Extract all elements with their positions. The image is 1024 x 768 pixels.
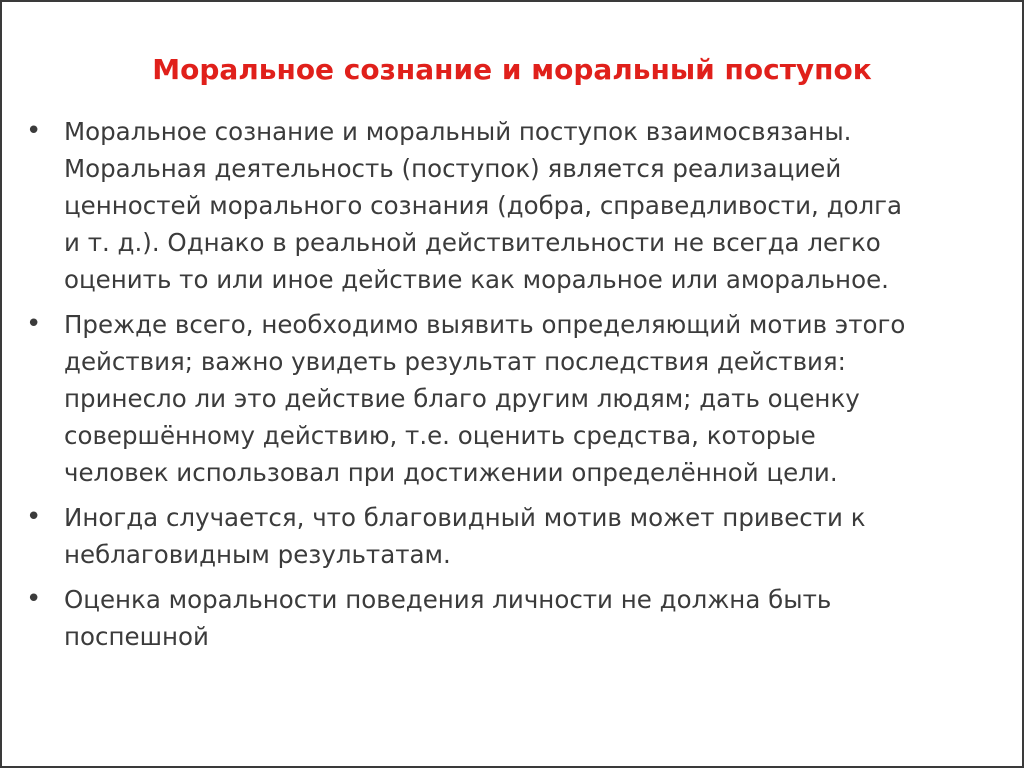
- bullet-text-line: Иногда случается, что благовидный мотив может привести к: [64, 503, 866, 532]
- slide-title: Моральное сознание и моральный поступок: [152, 53, 872, 86]
- bullet-text-line: Прежде всего, необходимо выявить определяющий мотив этого: [64, 310, 906, 339]
- bullet-text-line: и т. д.). Однако в реальной действительности не всегда легко: [64, 228, 881, 257]
- bullet-text-line: неблаговидным результатам.: [64, 540, 451, 569]
- bullet-text-line: ценностей морального сознания (добра, справедливости, долга: [64, 191, 903, 220]
- bullet-item: [22, 113, 1012, 298]
- bullet-dot-icon: •: [26, 116, 42, 146]
- bullet-text-line: Моральная деятельность (поступок) является реализацией: [64, 154, 842, 183]
- bullet-item: [22, 306, 1012, 491]
- bullet-dot-icon: •: [26, 502, 42, 532]
- bullet-text-line: принесло ли это действие благо другим людям; дать оценку: [64, 384, 860, 413]
- bullet-text-line: оценить то или иное действие как моральное или аморальное.: [64, 265, 889, 294]
- bullet-list: [22, 113, 1012, 663]
- bullet-text-line: человек использовал при достижении определённой цели.: [64, 458, 838, 487]
- bullet-item: [22, 581, 1012, 655]
- bullet-text-line: совершённому действию, т.е. оценить средства, которые: [64, 421, 816, 450]
- bullet-dot-icon: •: [26, 584, 42, 614]
- bullet-item: [22, 499, 1012, 573]
- bullet-text-line: Оценка моральности поведения личности не должна быть: [64, 585, 832, 614]
- bullet-text-line: Моральное сознание и моральный поступок взаимосвязаны.: [64, 117, 852, 146]
- bullet-dot-icon: •: [26, 309, 42, 339]
- bullet-text-line: поспешной: [64, 622, 209, 651]
- bullet-text-line: действия; важно увидеть результат последствия действия:: [64, 347, 846, 376]
